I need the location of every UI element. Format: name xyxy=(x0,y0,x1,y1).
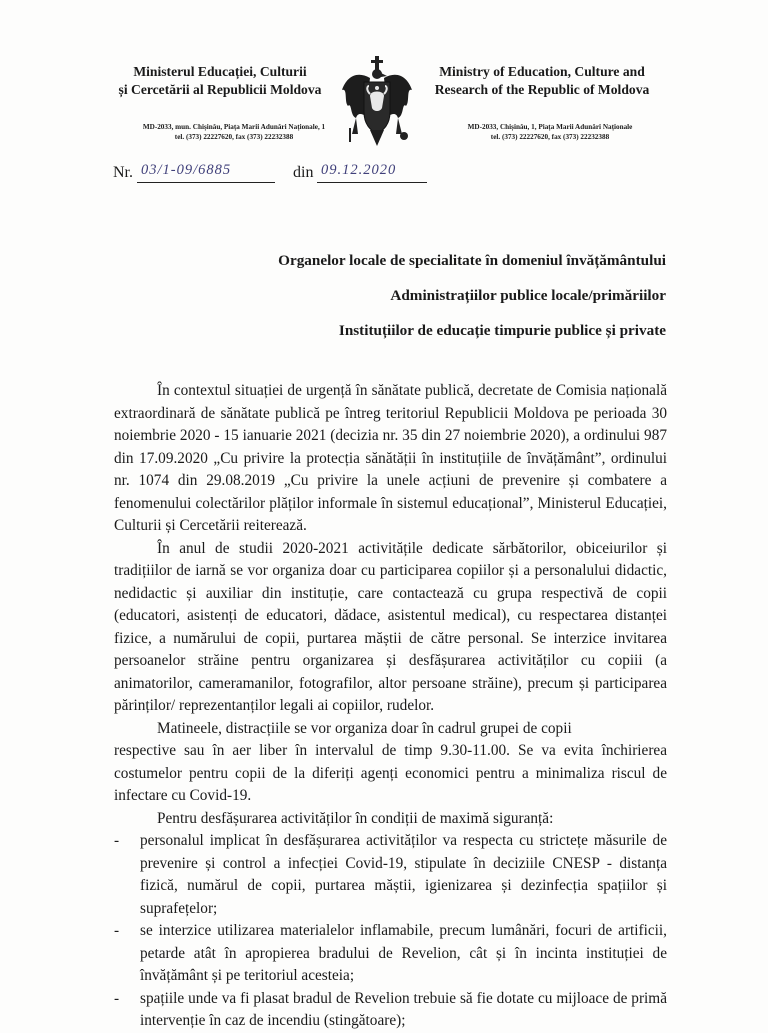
bullet-dash: - xyxy=(114,832,120,849)
recipient-1: Organelor locale de specialitate în domeniul învățământului xyxy=(278,252,666,269)
list-item-text: se interzice utilizarea materialelor inflamabile, precum lumânări, focuri de artificii, petarde atât în apropierea bradului de Revelion, cât și în incinta instituției de învățământ și pe teritoriul acesteia; xyxy=(140,922,667,984)
list-item-text: spațiile unde va fi plasat bradul de Revelion trebuie să fie dotate cu mijloace de primă intervenție în caz de incendiu (stingătoare); xyxy=(140,989,667,1029)
recipient-3: Instituțiilor de educație timpurie publice și private xyxy=(338,322,666,339)
nr-label: Nr. xyxy=(113,164,133,181)
paragraph-matinees: Matineele, distracțiile se vor organiza doar în cadrul grupei de copii xyxy=(157,719,572,737)
nr-underline xyxy=(137,182,275,183)
paragraph-safety-intro: Pentru desfășurarea activităților în condiții de maximă siguranță: xyxy=(157,809,554,827)
ministry-name-ro-line1: Ministerul Educației, Culturii xyxy=(133,64,307,79)
ministry-name-en xyxy=(423,63,661,99)
address-ro-line2: tel. (373) 22227620, fax (373) 22232388 xyxy=(174,133,294,141)
address-ro-line1: MD-2033, mun. Chișinău, Piața Marii Adunări Naționale, 1 xyxy=(142,123,326,131)
recipient-2: Administrațiilor publice locale/primăriilor xyxy=(390,287,666,304)
nr-value: 03/1-09/6885 xyxy=(141,162,232,178)
address-en xyxy=(430,122,670,142)
ministry-name-en-line1: Ministry of Education, Culture and xyxy=(439,64,645,79)
address-en-line1: MD-2033, Chișinău, 1, Piața Marii Adunări Naționale xyxy=(467,123,633,131)
safety-list xyxy=(114,830,667,1033)
ministry-name-en-line2: Research of the Republic of Moldova xyxy=(434,82,650,97)
ministry-name-ro xyxy=(110,63,330,99)
list-item-text: personalul implicat în desfășurarea activităților va respecta cu strictețe măsurile de prevenire și control a infecției Covid-19, stipulate în deciziile CNESP - distanța fizică, numărul de copii, purtarea măștii, igienizarea și dezinfecția spațiilor și suprafețelor; xyxy=(140,832,667,917)
bullet-dash: - xyxy=(114,922,120,939)
list-item xyxy=(114,830,667,920)
paragraph-matinees-continued: respective sau în aer liber în intervalul de timp 9.30-11.00. Se va evita închirierea costumelor pentru copii de la diferiți agenți economici pentru a minimaliza riscul de infectare cu Covid-19. xyxy=(114,742,667,804)
address-ro xyxy=(110,122,358,142)
paragraph-context: În contextul situației de urgență în sănătate publică, decretate de Comisia națională extraordinară de sănătate publică pe întreg teritoriul Republicii Moldova pe perioada 30 noiembrie 2020 - 15 ianuarie 2021 (decizia nr. 35 din 27 noiembrie 2020), a ordinului 987 din 17.09.2020 „Cu privire la protecția sănătății în instituțiile de învățământ”, ordinului nr. 1074 din 29.08.2019 „Cu privire la unele acțiuni de prevenire și combatere a fenomenului colectărilor plăților informale în sistemul educațional”, Ministerul Educației, Culturii și Cercetării reiterează. xyxy=(114,382,667,534)
bullet-dash: - xyxy=(114,989,120,1007)
ministry-name-ro-line2: și Cercetării al Republicii Moldova xyxy=(118,82,322,97)
letter-body xyxy=(114,380,667,1033)
date-value: 09.12.2020 xyxy=(321,162,397,178)
date-underline xyxy=(317,182,427,183)
din-label: din xyxy=(293,164,314,181)
paragraph-activities: În anul de studii 2020-2021 activitățile dedicate sărbătorilor, obiceiurilor și tradițiilor de iarnă se vor organiza doar cu participarea copiilor și a personalului didactic, nedidactic și auxiliar din instituție, care contactează cu grupa respectivă de copii (educatori, asistenți de educatori, dădace, asistentul medical), cu respectarea distanței fizice, a numărului de copii, purtarea măștii de către personal. Se interzice invitarea persoanelor străine pentru organizarea și desfășurarea activităților cu copiii (a animatorilor, cameramanilor, fotografilor, altor persoane străine), precum și participarea părinților/ reprezentanților legali ai copiilor, rudelor. xyxy=(114,539,667,714)
list-item xyxy=(114,920,667,988)
list-item xyxy=(114,988,667,1033)
address-en-line2: tel. (373) 22227620, fax (373) 22232388 xyxy=(490,133,610,141)
